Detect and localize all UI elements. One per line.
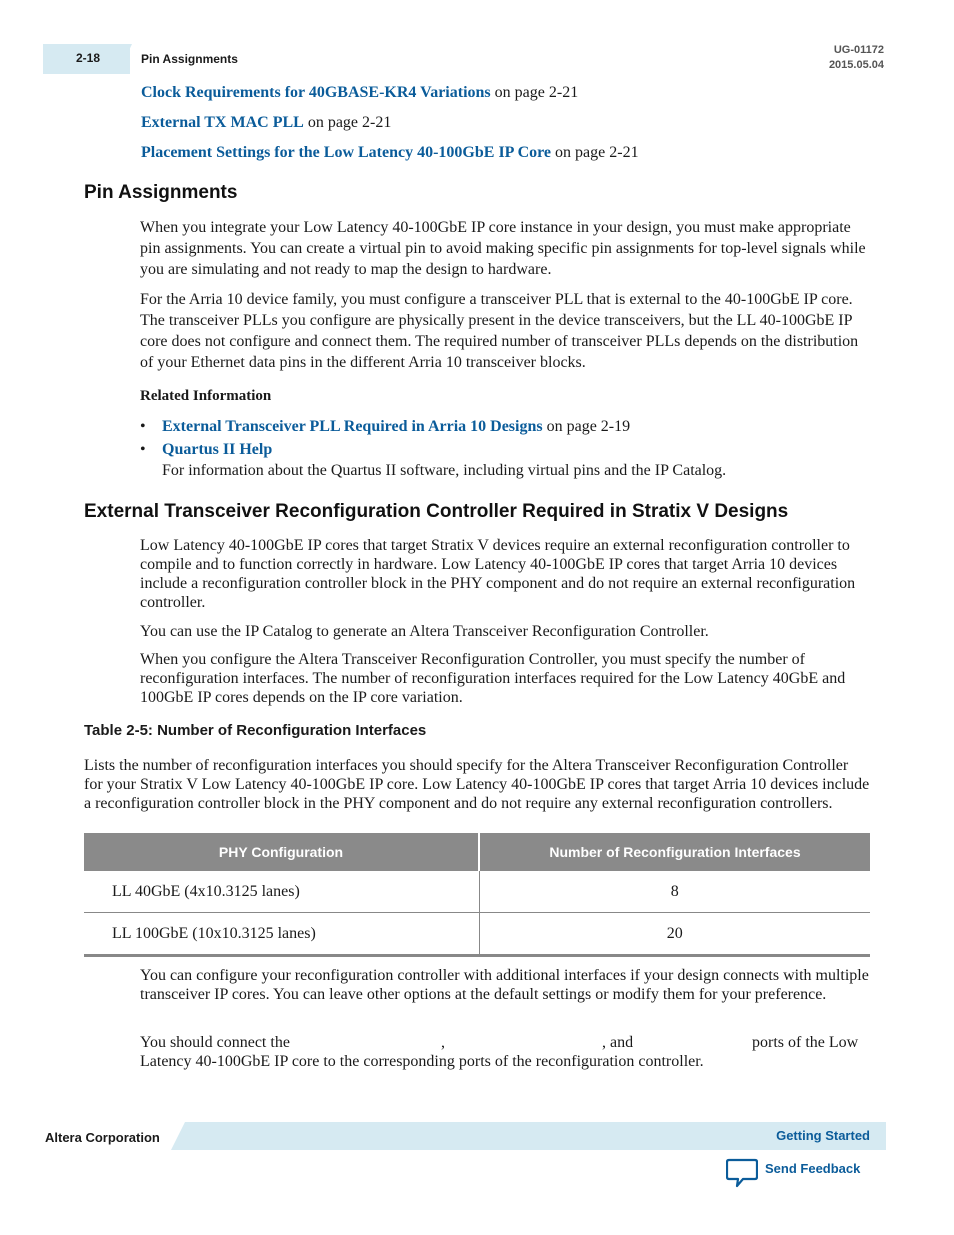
page-number: 2-18 — [75, 51, 101, 65]
table-row — [84, 871, 870, 913]
reconfig-paragraph-5-part: You should connect the — [140, 1034, 290, 1051]
table-cell-phy-config: LL 100GbE (10x10.3125 lanes) — [84, 913, 479, 956]
related-item-description: For information about the Quartus II software, including virtual pins and the IP Catalog. — [162, 462, 727, 479]
top-link-row — [141, 82, 578, 103]
related-information-heading: Related Information — [140, 388, 272, 404]
link-clock-requirements[interactable]: Clock Requirements for 40GBASE-KR4 Variations — [141, 84, 491, 101]
table-caption: Table 2-5: Number of Reconfiguration Interfaces — [84, 722, 427, 739]
reconfig-paragraph-2: You can use the IP Catalog to generate an Altera Transceiver Reconfiguration Controller. — [140, 623, 709, 640]
pin-assignments-paragraph-1: When you integrate your Low Latency 40-100GbE IP core instance in your design, you must make appropriate pin assignments. You can create a virtual pin to avoid making specific pin assignments for top-level signals while you are simulating and not ready to map the design to hardware. — [140, 219, 866, 278]
table-header-row — [84, 833, 870, 871]
table-cell-phy-config: LL 40GbE (4x10.3125 lanes) — [84, 871, 479, 913]
table-description: Lists the number of reconfiguration interfaces you should specify for the Altera Transceiver Reconfiguration Controller for your Stratix V Low Latency 40-100GbE IP core. Low Latency 40-100GbE IP cores that target Arria 10 devices include a reconfiguration controller block in the PHY component and do not require any external reconfiguration controllers. — [84, 757, 870, 812]
link-placement-settings[interactable]: Placement Settings for the Low Latency 40-100GbE IP Core — [141, 144, 552, 161]
link-external-tx-mac-pll[interactable]: External TX MAC PLL — [141, 114, 304, 131]
section-heading-reconfiguration: External Transceiver Reconfiguration Controller Required in Stratix V Designs — [84, 501, 789, 522]
link-quartus-ii-help[interactable]: Quartus II Help — [162, 441, 273, 458]
table-cell-interfaces: 8 — [479, 871, 870, 913]
column-header-phy-configuration: PHY Configuration — [84, 833, 479, 871]
link-suffix: on page 2-21 — [490, 84, 579, 101]
link-suffix: on page 2-19 — [542, 418, 631, 435]
doc-date: 2015.05.04 — [828, 59, 884, 71]
reconfig-paragraph-3: When you configure the Altera Transceiver Reconfiguration Controller, you must specify the number of reconfiguration interfaces. The number of reconfiguration interfaces required for the Low Latency 40GbE and 100GbE IP cores depends on the IP core variation. — [140, 651, 846, 706]
footer-band-wedge — [171, 1122, 185, 1150]
bullet: • — [140, 441, 146, 458]
speech-bubble-icon — [726, 1158, 758, 1188]
reconfig-paragraph-1: Low Latency 40-100GbE IP cores that target Stratix V devices require an external reconfiguration controller to compile and to function correctly in hardware. Low Latency 40-100GbE IP cores that target Arria 10 devices include a reconfiguration controller block in the PHY component and do not require an external reconfiguration controller. — [140, 537, 856, 611]
reconfig-paragraph-5-part: , — [441, 1034, 445, 1051]
reconfig-paragraph-4: You can configure your reconfiguration controller with additional interfaces if your design connects with multiple transceiver IP cores. You can leave other options at the default settings or modify them for your preference. — [140, 967, 869, 1003]
related-item — [140, 416, 630, 437]
reconfiguration-interfaces-table — [84, 833, 870, 957]
link-suffix: on page 2-21 — [551, 144, 639, 161]
table-cell-interfaces: 20 — [479, 913, 870, 956]
doc-id-block — [829, 43, 884, 73]
reconfig-paragraph-5-part: , and — [602, 1034, 634, 1051]
top-link-row — [141, 142, 639, 163]
footer-company: Altera Corporation — [45, 1130, 160, 1145]
section-heading-pin-assignments: Pin Assignments — [84, 182, 238, 203]
top-link-row — [141, 112, 391, 133]
table-row — [84, 913, 870, 956]
bullet: • — [140, 418, 146, 435]
related-item — [140, 439, 272, 460]
pin-assignments-paragraph-2: For the Arria 10 device family, you must configure a transceiver PLL that is external to the 40-100GbE IP core. The transceiver PLLs you configure are physically present in the device transceivers, but the LL 40-100GbE IP core does not configure and connect them. The required number of transceiver PLLs depends on the distribution of your Ethernet data pins in the different Arria 10 transceiver blocks. — [140, 291, 859, 371]
doc-id: UG-01172 — [833, 44, 884, 56]
reconfig-paragraph-5-part: ports of the Low — [752, 1034, 859, 1051]
footer-chapter-link[interactable]: Getting Started — [776, 1128, 870, 1143]
send-feedback-label: Send Feedback — [765, 1161, 861, 1176]
header-section-title: Pin Assignments — [141, 52, 238, 66]
reconfig-paragraph-5-part: Latency 40-100GbE IP core to the corresponding ports of the reconfiguration controller. — [140, 1053, 704, 1070]
link-suffix: on page 2-21 — [303, 114, 392, 131]
link-external-transceiver-pll[interactable]: External Transceiver PLL Required in Arria 10 Designs — [162, 418, 543, 435]
column-header-reconfig-interfaces: Number of Reconfiguration Interfaces — [479, 833, 870, 871]
